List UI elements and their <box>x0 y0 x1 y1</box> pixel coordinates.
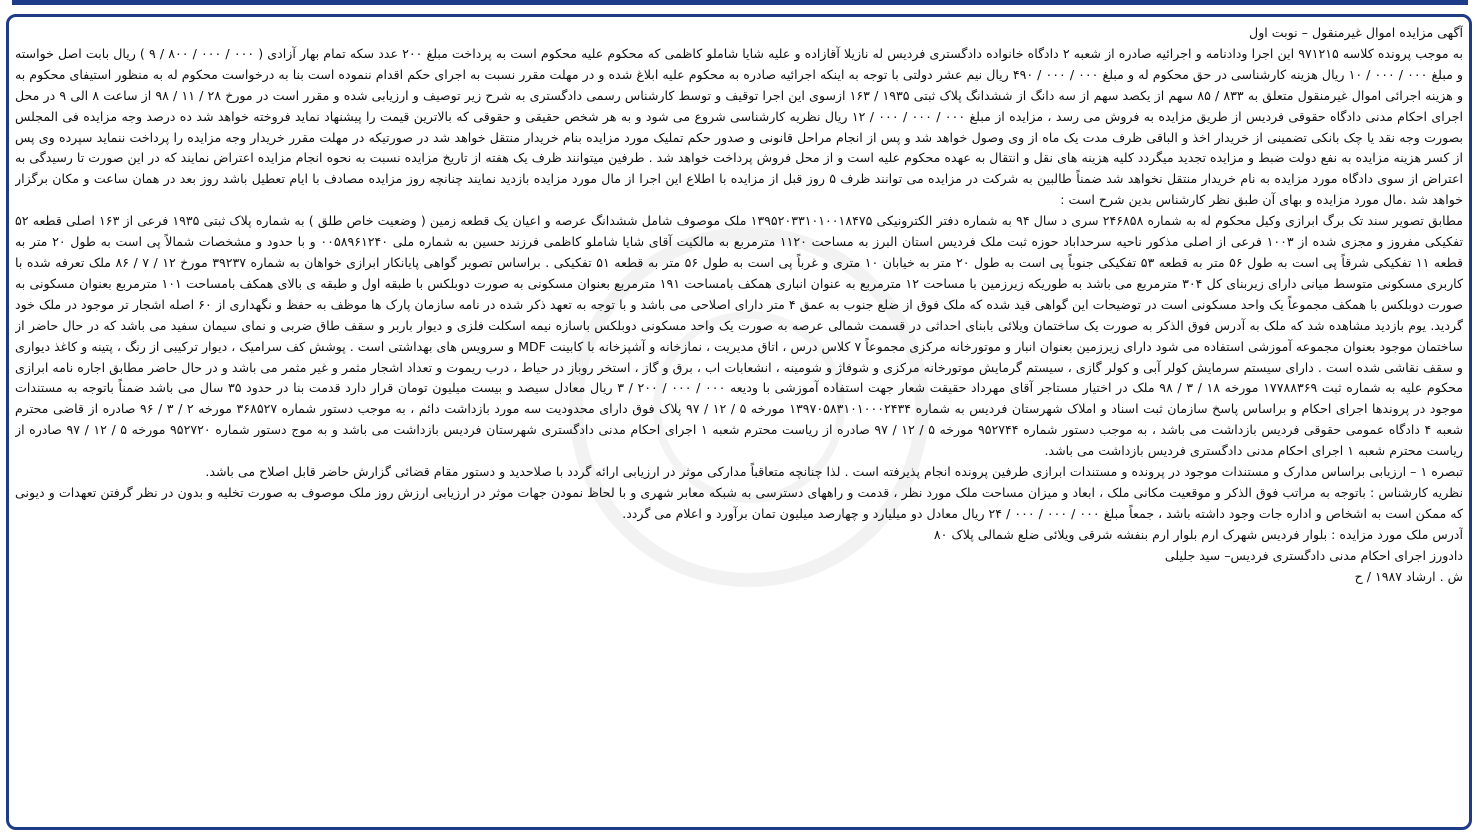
paragraph-auction-terms: به موجب پرونده کلاسه ۹۷۱۲۱۵ این اجرا ودادنامه و اجرائیه صادره از شعبه ۲ دادگاه خانواده دادگستری فردیس له نازیلا آقازاده و علیه شایا شاملو کاظمی که محکوم علیه محکوم است به پرداخت مبلغ ۲۰۰ عدد سکه تمام بهار آزادی ( ۰۰۰ / ۰۰۰ / ۸۰۰ / ۹ ) ریال بابت اصل خواسته و مبلغ ۰۰۰ / ۰۰۰ / ۱۰ ریال هزینه کارشناسی در حق محکوم له و مبلغ ۰۰۰ / ۰۰۰ / ۴۹۰ ریال نیم عشر دولتی با توجه به اینکه اجرائیه صادره به محکوم علیه ابلاغ شده و در مهلت مقرر نسبت به اجرای حکم اقدام ننموده است بنا به درخواست محکوم له به منظور استیفای محکوم به و هزینه اجرائی اموال غیرمنقول متعلق به ۸۳۳ / ۸۵ سهم از یکصد سهم از سه دانگ از ششدانگ پلاک ثبتی ۱۹۳۵ / ۱۶۳ ازسوی این اجرا توقیف و توسط کارشناس رسمی دادگستری به شرح زیر توصیف و ارزیابی شده و مقرر است در مورخ ۲۸ / ۱۱ / ۹۸ از ساعت ۸ الی ۹ در محل اجرای احکام مدنی دادگاه حقوقی فردیس از طریق مزایده به فروش می رسد ، مزایده از مبلغ ۰۰۰ / ۰۰۰ / ۰۰۰ / ۱۲ ریال نظریه کارشناسی شروع می شود و به هر شخص حقیقی و حقوقی که بالاترین قیمت را پیشنهاد نماید فروخته خواهد شد ده درصد وجه مزایده فی المجلس بصورت وجه نقد یا چک بانکی تضمینی از خریدار اخذ و الباقی ظرف مدت یک ماه از وی وصول خواهد شد و پس از انجام مراحل قانونی و صدور حکم تملیک مورد مزایده بنام خریدار منتقل خواهد شد در صورتیکه در مهلت مقرر خریدار وجه مزایده را پرداخت ننماید سپرده وی پس از کسر هزینه مزایده به نفع دولت ضبط و مزایده تجدید میگردد کلیه هزینه های نقل و انتقال به عهده محکوم علیه است و از محل فروش پرداخت خواهد شد . طرفین میتوانند ظرف یک هفته از تاریخ مزایده نسبت به نحوه انجام مزایده اعتراض نمایند که در این صورت تا رسیدگی به اعتراض از سوی دادگاه مورد مزایده به نام خریدار منتقل نخواهد شد ضمناً طالبین به شرکت در مزایده می توانند ظرف ۵ روز قبل از مزایده با اطلاع این اجرا از مال مورد مزایده بازدید نمایند چنانچه روز مزایده مصادف با ایام تعطیل باشد روز بعد در همان ساعت و مکان برگزار خواهد شد .مال مورد مزایده و بهای آن طبق نظر کارشناس بدین شرح است : <box>15 45 1463 208</box>
paragraph-property-description: مطابق تصویر سند تک برگ ابرازی وکیل محکوم له به شماره ۲۴۶۸۵۸ سری د سال ۹۴ به شماره دفتر الکترونیکی ۱۳۹۵۲۰۳۳۱۰۱۰۰۱۸۴۷۵ ملک موصوف شامل ششدانگ عرصه و اعیان یک قطعه زمین ( وضعیت خاص طلق ) به شماره پلاک ثبتی ۱۹۳۵ فرعی از ۱۶۳ اصلی قطعه ۵۲ تفکیکی مفروز و مجزی شده از ۱۰۰۳ فرعی از اصلی مذکور ناحیه سرحداباد حوزه ثبت ملک فردیس استان البرز به مساحت ۱۱۲۰ مترمربع به مالکیت آقای شایا شاملو کاظمی فرزند حسین به شماره ملی ۰۰۵۸۹۶۱۲۴۰ و با حدود و مشخصات شمالاً پی است به طول ۲۰ متر به قطعه ۱۱ تفکیکی شرقاً پی است به طول ۵۶ متر به قطعه ۵۳ تفکیکی جنوباً پی است به طول ۲۰ متر به خیابان ۱۰ متری و غرباً پی است به طول ۵۶ متر به قطعه ۵۱ تفکیکی . براساس تصویر گواهی پایانکار ابرازی خواهان به شماره ۳۹۲۳۷ مورخ ۱۲ / ۷ / ۸۶ ملک تعرفه شده با کاربری مسکونی متوسط میانی دارای زیربنای کل ۳۰۴ مترمربع می باشد به طوریکه زیرزمین با مساحت ۱۲ مترمربع به عنوان انباری همکف بامساحت ۱۹۱ مترمربع بعنوان مسکونی به صورت دوبلکس با طبقه اول و طبقه ی بالای همکف بامساحت ۱۰۱ مترمربع بعنوان مسکونی به صورت دوبلکس با همکف مجموعاً یک واحد مسکونی است در توضیحات این گواهی قید شده که ملک فوق از ضلع جنوب به عمق ۴ متر دارای اصلاحی می باشد و با توجه به تعهد ذکر شده در نامه سازمان پارک ها موظف به حفظ و نگهداری از ۶۰ اصله اشجار تر موجود در ملک خود گردید. یوم بازدید مشاهده شد که ملک به آدرس فوق الذکر به صورت یک ساختمان ویلائی بابنای احداثی در قسمت شمالی عرصه به صورت یک واحد مسکونی دوبلکس باسازه نیمه اسکلت فلزی و دیوار باربر و سقف طاق ضربی و نمای سیمان سفید می باشد که در حال حاضر از ساختمان موجود بعنوان مجموعه آموزشی استفاده می شود دارای زیرزمین بعنوان انبار و موتورخانه مرکزی مجموعاً ۷ کلاس درس ، اتاق مدیریت ، نمازخانه و آشپزخانه با کابینت MDF و سرویس های بهداشتی است . پوشش کف سرامیک ، دیوار ترکیبی از رنگ ، پتینه و کاغذ دیواری و سقف نقاشی شده است . دارای سیستم سرمایش کولر آبی و کولر گازی ، سیستم گرمایش موتورخانه مرکزی و شوفاژ و شومینه ، انشعابات اب ، برق و گاز ، استخر روباز در حیاط ، درب ریموت و تعداد اشجار مثمر و غیر مثمر می باشد و در حال حاضر مطابق اجاره نامه ابرازی محکوم علیه به شماره ثبت ۱۷۷۸۸۳۶۹ مورخه ۱۸ / ۳ / ۹۸ ملک در اختیار مستاجر آقای مهرداد حقیقت شعار جهت استفاده آموزشی با ودیعه ۰۰۰ / ۰۰۰ / ۲۰۰ / ۳ ریال معادل سیصد و بیست میلیون تومان قرار دارد قدمت بنا در حدود ۳۵ سال می باشد ضمناً باتوجه به مستندات موجود در پروندها اجرای احکام و براساس پاسخ سازمان ثبت اسناد و املاک شهرستان فردیس به شماره ۱۳۹۷۰۵۸۳۱۰۱۰۰۰۲۴۳۴ مورخه ۵ / ۱۲ / ۹۷ پلاک فوق دارای محدودیت سه مورد بازداشت دائم ، به موجب دستور شماره ۳۶۸۵۲۷ مورخه ۲ / ۳ / ۹۶ صادره از قاضی محترم شعبه ۴ دادگاه عمومی حقوقی فردیس بازداشت می باشد ، به موجب دستور شماره ۹۵۲۷۴۴ مورخه ۵ / ۱۲ / ۹۷ صادره از ریاست محترم شعبه ۱ اجرای احکام مدنی دادگستری شهرستان فردیس بازداشت می باشد و به موج دستور شماره ۹۵۲۷۲۰ مورخه ۵ / ۱۲ / ۹۷ صادره از ریاست محترم شعبه ۱ اجرای احکام مدنی دادگستری فردیس بازداشت می باشد. <box>15 213 1463 459</box>
top-border-bar <box>12 0 1468 5</box>
paragraph-note-1: تبصره ۱ – ارزیابی براساس مدارک و مستندات موجود در پرونده و مستندات ابرازی طرفین پرونده انجام پذیرفته است . لذا چنانچه متعاقباً مدارکی موثر در ارزیابی ارائه گردد با صلاحدید و دستور مقام قضائی گزارش حاضر قابل اصلاح می باشد. <box>205 464 1463 480</box>
paragraph-reference-code: ش . ارشاد ۱۹۸۷ / ح <box>1354 568 1463 584</box>
notice-frame <box>6 14 1472 830</box>
paragraph-property-address: آدرس ملک مورد مزایده : بلوار فردیس شهرک ارم بلوار ارم بنفشه شرقی ویلائی ضلع شمالی پلاک ۸۰ <box>933 526 1463 542</box>
paragraph-expert-opinion: نظریه کارشناس : باتوجه به مراتب فوق الذکر و موقعیت مکانی ملک ، ابعاد و میزان مساحت ملک مورد نظر ، قدمت و راههای دسترسی به شبکه معابر شهری و با لحاظ نمودن جهات موثر در ارزیابی ارزش روز ملک موصوف به صورت تخلیه و بدون در نظر گرفتن تعهدات و دیونی که ممکن است به اشخاص و اداره جات وجود داشته باشد ، جمعاً مبلغ ۰۰۰ / ۰۰۰ / ۰۰۰ / ۲۴ ریال معادل دو میلیارد و چهارصد میلیون تمان برآورد و اعلام می گردد. <box>15 484 1463 521</box>
paragraph-signature: دادورز اجرای احکام مدنی دادگستری فردیس– سید جلیلی <box>1164 547 1463 563</box>
notice-body <box>15 23 1463 823</box>
notice-title: آگهی مزایده اموال غیرمنقول – نوبت اول <box>1249 25 1463 40</box>
